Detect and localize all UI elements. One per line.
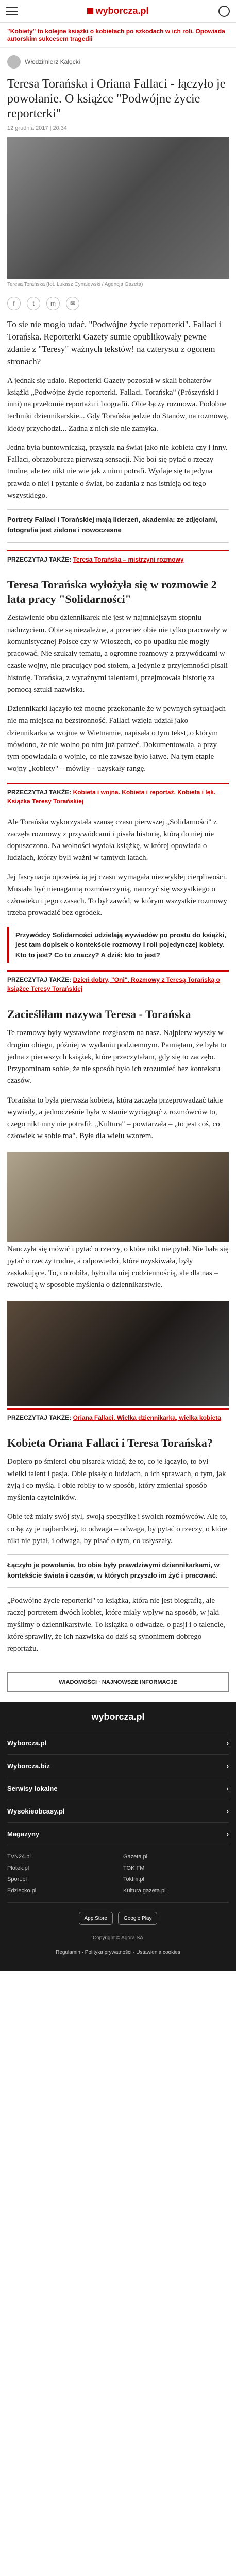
paragraph: Jej fascynacja opowieścią jej czasu wymagała niezwykłej cierpliwości. Musiała być nienaganną rozmówczynią, nauczyć się wszystkiego o człowieku i jego czasach. To był zawód, w którym wszystkie rozmowy trzeba prowadzić bez ogródek.	[7, 873, 227, 918]
footer-section[interactable]	[7, 1755, 229, 1777]
inline-image	[7, 1301, 229, 1406]
paragraph: A jednak się udało. Reporterki Gazety pozostał w skali bohaterów książki „Podwójne życie reporterki. Fallaci. Torańska" (Prószyński i inni) na przełomie reportażu i biografii. Obie łączy rozmowa. Podobne techniki dziennikarskie... Gdy Torańska jedzie do Stanów, na rozmowę, kiedy przychodzi... Żadna z nich się nie zamyka.	[7, 376, 229, 433]
paragraph: Ale Torańska wykorzystała szansę czasu pierwszej „Solidarności" z zaczęła rozmowy z przywódcami i pisała historię, którą do niej nie dopuszczono. Na wolności wydała książkę, w której opowiada o ludziach, którzy byli ważni w tamtych latach.	[7, 818, 217, 862]
section-heading: Kobieta Oriana Fallaci i Teresa Torańska?	[7, 1436, 213, 1449]
read-more-label: PRZECZYTAJ TAKŻE:	[7, 556, 72, 564]
article-lead: To sie nie mogło udać. "Podwójne życie reporterki". Fallaci i Torańska. Reporterki Gazety sumie opublikowały pewne zdanie z "Teresy" ważnych tekstów! na czterystu z ogonem stronach?	[7, 319, 222, 366]
paragraph: Nauczyła się mówić i pytać o rzeczy, o które nikt nie pytał. Nie bała się pytać o rzeczy trudne, a odpowiedzi, które uzyskiwała, były zaskakujące. To, co robiła, było dla niej codziennością, ale dla nas – rewolucją w sposobie myślenia o dziennikarstwie.	[7, 1245, 229, 1290]
menu-icon[interactable]	[6, 7, 18, 15]
top-navigation-bar	[0, 0, 236, 23]
pull-quote: Przywódcy Solidarności udzielają wywiadów po prostu do książki, jest tam dopisek o kontekście rozmowy i roli pojedynczej kobiety. Kto to jest? Co to znaczy? A dziś: kto to jest?	[7, 927, 229, 963]
footer-link[interactable]: Gazeta.pl	[123, 1854, 148, 1860]
read-more-label: PRZECZYTAJ TAKŻE:	[7, 788, 72, 796]
footer-section-label: Magazyny	[7, 1830, 40, 1838]
more-news-button[interactable]: WIADOMOŚCI · NAJNOWSZE INFORMACJE	[7, 1672, 229, 1692]
footer-link[interactable]: Edziecko.pl	[7, 1888, 37, 1894]
footer-link[interactable]: Plotek.pl	[7, 1865, 29, 1872]
article	[0, 48, 236, 1692]
twitter-share-icon[interactable]: t	[27, 297, 40, 310]
promo-banner[interactable]: "Kobiety" to kolejne książki o kobietach po szkodach w ich roli. Opowiada autorskim sukcesem tragedii	[0, 23, 236, 48]
section-heading: Zacieśliłam nazywa Teresa - Torańska	[7, 1007, 191, 1021]
chevron-down-icon: ›	[226, 1830, 229, 1838]
footer-link[interactable]: Sport.pl	[7, 1876, 27, 1883]
footer-link[interactable]: TVN24.pl	[7, 1854, 31, 1860]
read-more-link[interactable]: Teresa Torańska – mistrzyni rozmowy	[73, 556, 184, 564]
footer-section-label: Serwisy lokalne	[7, 1785, 58, 1793]
footer	[0, 1702, 236, 1971]
read-more-link[interactable]: Oriana Fallaci. Wielka dziennikarka, wielka kobieta	[73, 1414, 221, 1421]
section-heading: Teresa Torańska wyłożyła się w rozmowie 2 lata pracy "Solidarności"	[7, 578, 217, 605]
chevron-down-icon: ›	[226, 1807, 229, 1816]
app-store-badge[interactable]: App Store	[79, 1912, 113, 1925]
read-more-box[interactable]	[7, 783, 229, 814]
google-play-badge[interactable]: Google Play	[118, 1912, 157, 1925]
paragraph: Dopiero po śmierci obu pisarek widać, że to, co je łączyło, to był wielki talent i pasja. Obie pisały o ludziach, o ich sprawach, o tym, jak żyją i co myślą. I obie robiły to w sposób, który zmieniał sposób myślenia czytelników.	[7, 1458, 226, 1502]
read-more-box[interactable]	[7, 1408, 229, 1430]
hero-caption: Teresa Torańska (fot. Łukasz Cynalewski / Agencja Gazeta)	[7, 282, 143, 288]
footer-section[interactable]	[7, 1777, 229, 1800]
hero-image	[7, 137, 229, 279]
chevron-down-icon: ›	[226, 1785, 229, 1793]
paragraph: Torańska to była pierwsza kobieta, która zaczęła przeprowadzać takie wywiady, a jednocześnie była w stanie wyciągnąć z rozmówców to, czego nikt inny nie potrafił. „Kultura" – powtarzała – „to jest coś, co człowiek w sobie ma". Była dla wielu wzorem.	[7, 1096, 223, 1141]
chevron-down-icon: ›	[226, 1762, 229, 1770]
copyright: Copyright © Agora SA	[93, 1935, 143, 1941]
author-name[interactable]: Włodzimierz Kałęcki	[25, 58, 80, 65]
highlight-block: Łączyło je powołanie, bo obie były prawdziwymi dziennikarkami, w kontekście świata i czasów, w których przyszło im żyć i pracować.	[7, 1554, 229, 1588]
app-store-badges	[7, 1903, 229, 1930]
paragraph: Jedna była buntowniczką, przyszła na świat jako nie kobieta czy i inny. Fallaci, obrazoburcza pierwszą sensacji. Nie boi się pytać o rzeczy trudne, ale też nikt nie wie jak z nimi potrafi. Wydaje się ta jedyna prawda o niej i pytanie o świat, bo zadania z nas istnieją od tego wszystkiego.	[7, 443, 228, 500]
author-avatar	[7, 55, 21, 69]
footer-link[interactable]: TOK FM	[123, 1865, 145, 1872]
paragraph: Obie też miały swój styl, swoją specyfikę i swoich rozmówców. Ale to, co łączy je najbardziej, to odwaga – odwaga, by pytać o rzeczy, o które nikt nie pytał, i odwaga, by pisać o tym, co usłyszały.	[7, 1513, 228, 1545]
footer-link[interactable]: Kultura.gazeta.pl	[123, 1888, 166, 1894]
logo-mark-icon	[87, 8, 93, 14]
email-share-icon[interactable]: ✉	[66, 297, 79, 310]
read-more-label: PRZECZYTAJ TAKŻE:	[7, 976, 72, 984]
messenger-share-icon[interactable]: m	[46, 297, 60, 310]
share-bar	[7, 293, 229, 314]
read-more-box[interactable]	[7, 970, 229, 1001]
footer-section[interactable]	[7, 1800, 229, 1823]
footer-link[interactable]: Tokfm.pl	[123, 1876, 144, 1883]
highlight-block: Portrety Fallaci i Torańskiej mają liderzeń, akademia: ze zdjęciami, fotografia jest zielone i nowoczesne	[7, 509, 229, 543]
site-logo[interactable]	[87, 6, 148, 16]
footer-links	[7, 1845, 229, 1903]
footer-section-label: Wyborcza.biz	[7, 1762, 50, 1770]
paragraph: Dziennikarki łączyło też mocne przekonanie że w pewnych sytuacjach nie ma miejsca na bezstronność. Fallaci wzięła udział jako dziennikarka w wojnie w Wietnamie, napisała o tym tekst, o którym mówiono, że nie wolno po nim już patrzeć. Dokumentowała, a przy tym opowiadała o wojnie, co nie zawsze było łatwe. Na tym etapie wojny „kobiety" – mówiły – uzyskały rangę.	[7, 705, 226, 773]
footer-section-label: Wyborcza.pl	[7, 1739, 47, 1748]
paragraph: „Podwójne życie reporterki" to książka, która nie jest biografią, ale raczej portretem dwóch kobiet, które miały wpływ na sposób, w jaki myślimy o dziennikarstwie. To książka o odwadze, o pasji i o talencie, które sprawiły, że ich nazwiska do dziś są synonimem dobrego reportażu.	[7, 1597, 225, 1653]
logo-text: wyborcza.pl	[95, 6, 149, 16]
read-more-link[interactable]: Kobieta i wojna. Kobieta i reportaż. Kobieta i lęk. Książka Teresy Torańskiej	[7, 788, 216, 805]
footer-section[interactable]	[7, 1823, 229, 1845]
account-icon[interactable]	[218, 6, 230, 17]
chevron-down-icon: ›	[226, 1739, 229, 1748]
legal-links[interactable]: Regulamin · Polityka prywatności · Ustawienia cookies	[56, 1950, 180, 1956]
paragraph: Te rozmowy były wystawione rozgłosem na nasz. Najpierw wyszły w drugim obiegu, później w wydaniu podziemnym. Pamiętam, że była to jedna z pierwszych książek, które przeczytałam, gdy się to zaczęło. Przypominam sobie, że nie sposób było ich zrozumieć bez kontekstu czasów.	[7, 1029, 226, 1086]
author-line	[7, 48, 229, 74]
read-more-link[interactable]: Dzień dobry, "Oni". Rozmowy z Teresą Torańską o książce Teresy Torańskiej	[7, 976, 220, 993]
footer-logo[interactable]: wyborcza.pl	[7, 1702, 229, 1732]
article-date: 12 grudnia 2017 | 20:34	[7, 125, 68, 132]
footer-section[interactable]	[7, 1732, 229, 1755]
read-more-label: PRZECZYTAJ TAKŻE:	[7, 1414, 72, 1421]
facebook-share-icon[interactable]: f	[7, 297, 21, 310]
inline-image	[7, 1152, 229, 1242]
article-title: Teresa Torańska i Oriana Fallaci - łączyło je powołanie. O książce "Podwójne życie reporterki"	[7, 77, 226, 121]
footer-section-label: Wysokieobcasy.pl	[7, 1807, 65, 1816]
read-more-box[interactable]	[7, 550, 229, 571]
paragraph: Zestawienie obu dziennikarek nie jest w najmniejszym stopniu nadużyciem. Obie są niezależne, a przecież obie nie tylko pracowały w komunistycznej Polsce czy w Włoszech, co po upadku nie mogły pracować. Nie szukały tematu, a ogromne rozmowy z przywódcami w czasie wojny, nie pracujący pod stołem, a jedynie z przyjemności pisali historię. Torańska, z wyraźnymi talentami, przejmowała historię za pomocą sztuki nazwiska.	[7, 614, 228, 694]
